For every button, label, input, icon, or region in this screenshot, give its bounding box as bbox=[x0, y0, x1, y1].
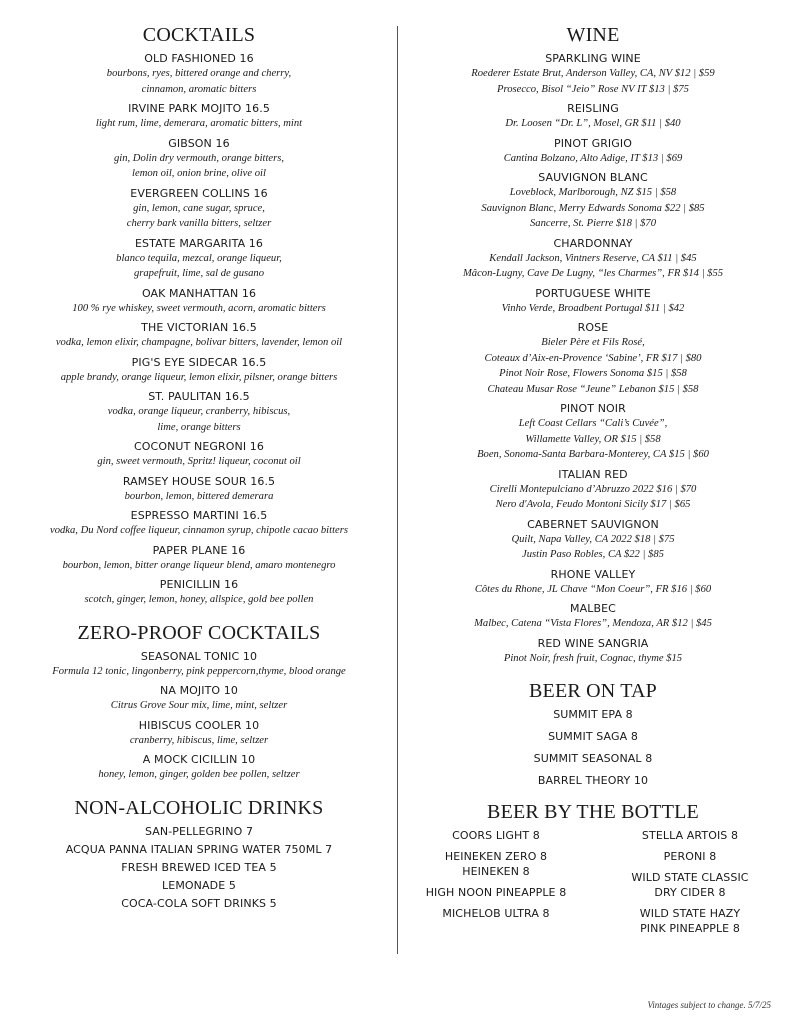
wine-item: Pinot Noir, fresh fruit, Cognac, thyme $15 bbox=[503, 652, 683, 664]
item-name: THE VICTORIAN 16.5 bbox=[141, 321, 257, 334]
non-alcoholic-list bbox=[8, 824, 390, 911]
item-description: lemon oil, onion brine, olive oil bbox=[132, 168, 266, 179]
beer-bottle-heading: BEER BY THE BOTTLE bbox=[487, 801, 699, 823]
item-name: ESPRESSO MARTINI 16.5 bbox=[130, 509, 268, 522]
zero-proof-section bbox=[8, 620, 390, 783]
wine-item: Roederer Estate Brut, Anderson Valley, CA, NV $12 | $59 bbox=[471, 68, 715, 79]
item-description: honey, lemon, ginger, golden bee pollen, seltzer bbox=[98, 769, 300, 780]
column-divider bbox=[397, 26, 398, 954]
wine-group bbox=[404, 236, 782, 282]
item-description: light rum, lime, demerara, aromatic bitters, mint bbox=[95, 118, 303, 129]
wine-group bbox=[404, 320, 782, 397]
wine-group bbox=[404, 101, 782, 132]
wine-item: Kendall Jackson, Vintners Reserve, CA $11 | $45 bbox=[489, 252, 697, 264]
zero-proof-heading: ZERO-PROOF COCKTAILS bbox=[77, 621, 321, 644]
wine-category: PINOT GRIGIO bbox=[553, 136, 633, 150]
item-name: GIBSON 16 bbox=[168, 136, 230, 150]
wine-group bbox=[404, 601, 782, 632]
item-name: EVERGREEN COLLINS 16 bbox=[130, 186, 268, 200]
beer-bottle-item: STELLA ARTOIS 8 bbox=[641, 829, 739, 842]
wine-group bbox=[404, 136, 782, 167]
wine-category: ROSE bbox=[577, 321, 609, 334]
wine-group bbox=[404, 567, 782, 598]
wine-category: CABERNET SAUVIGNON bbox=[527, 517, 659, 531]
item-description: grapefruit, lime, sal de gusano bbox=[133, 268, 265, 279]
beer-tap-heading: BEER ON TAP bbox=[528, 680, 658, 702]
item-name: ST. PAULITAN 16.5 bbox=[148, 390, 250, 403]
non-alcoholic-section bbox=[8, 795, 390, 911]
cocktails-section bbox=[8, 22, 390, 608]
wine-item: Chateau Musar Rose “Jeune” Lebanon $15 | $58 bbox=[487, 383, 699, 395]
wine-category: SAUVIGNON BLANC bbox=[538, 171, 648, 184]
wine-category: RED WINE SANGRIA bbox=[537, 636, 649, 650]
drink-item: LEMONADE 5 bbox=[162, 878, 236, 892]
item-name: OLD FASHIONED 16 bbox=[144, 52, 254, 65]
menu-item bbox=[8, 186, 390, 232]
wine-item: Justin Paso Robles, CA $22 | $85 bbox=[522, 549, 664, 560]
drink-item: SAN-PELLEGRINO 7 bbox=[144, 824, 254, 838]
item-description: blanco tequila, mezcal, orange liqueur, bbox=[116, 252, 282, 264]
wine-item: Nero d'Avola, Feudo Montoni Sicily $17 | $65 bbox=[495, 499, 691, 510]
item-description: gin, lemon, cane sugar, spruce, bbox=[133, 202, 265, 214]
drink-item: COCA-COLA SOFT DRINKS 5 bbox=[121, 896, 277, 910]
menu-item bbox=[8, 718, 390, 749]
menu-item bbox=[8, 577, 390, 608]
wine-category: ITALIAN RED bbox=[558, 467, 628, 481]
wine-section bbox=[404, 22, 782, 666]
item-name: PIG'S EYE SIDECAR 16.5 bbox=[131, 355, 267, 369]
item-description: gin, sweet vermouth, Spritz! liqueur, coconut oil bbox=[97, 456, 301, 467]
wine-item: Prosecco, Bisol “Jeio” Rose NV IT $13 | $75 bbox=[497, 83, 689, 95]
menu-item bbox=[8, 136, 390, 182]
zero-proof-list bbox=[8, 649, 390, 783]
right-column bbox=[404, 22, 782, 942]
wine-item: Bieler Père et Fils Rosé, bbox=[541, 337, 645, 348]
non-alcoholic-heading: NON-ALCOHOLIC DRINKS bbox=[74, 796, 324, 819]
item-description: Formula 12 tonic, lingonberry, pink peppercorn,thyme, blood orange bbox=[52, 665, 346, 677]
drink-item: ACQUA PANNA ITALIAN SPRING WATER 750ML 7 bbox=[65, 842, 333, 856]
item-name: PAPER PLANE 16 bbox=[152, 543, 246, 557]
beer-bottle-item: HIGH NOON PINEAPPLE 8 bbox=[425, 886, 567, 899]
item-description: cinnamon, aromatic bitters bbox=[141, 83, 257, 95]
item-description: cranberry, hibiscus, lime, seltzer bbox=[129, 734, 269, 746]
wine-category: MALBEC bbox=[570, 602, 616, 615]
wine-group bbox=[404, 636, 782, 667]
beer-bottle-item: WILD STATE HAZY PINK PINEAPPLE 8 bbox=[639, 907, 741, 935]
wine-item: Coteaux d’Aix-en-Provence ‘Sabine’, FR $17 | $80 bbox=[484, 352, 702, 364]
menu-item bbox=[8, 320, 390, 351]
cocktails-heading: COCKTAILS bbox=[142, 24, 256, 46]
beer-bottle-item: WILD STATE CLASSIC DRY CIDER 8 bbox=[631, 871, 749, 899]
menu-item bbox=[8, 752, 390, 783]
beer-tap-item: SUMMIT SAGA 8 bbox=[548, 730, 638, 743]
item-description: bourbon, lemon, bittered demerara bbox=[124, 490, 274, 502]
wine-group bbox=[404, 401, 782, 463]
beer-tap-item: SUMMIT EPA 8 bbox=[553, 708, 633, 721]
menu-item bbox=[8, 51, 390, 97]
cocktail-list bbox=[8, 51, 390, 608]
wine-category: SPARKLING WINE bbox=[545, 52, 641, 65]
wine-item: Mâcon-Lugny, Cave De Lugny, “les Charmes”, FR $14 | $55 bbox=[462, 268, 724, 279]
wine-group bbox=[404, 51, 782, 97]
beer-bottle-right-column bbox=[604, 828, 776, 942]
beer-tap-list bbox=[404, 707, 782, 788]
wine-group bbox=[404, 170, 782, 232]
menu-item bbox=[8, 683, 390, 714]
beer-bottle-left-column bbox=[410, 828, 582, 942]
wine-group bbox=[404, 467, 782, 513]
item-description: vodka, Du Nord coffee liqueur, cinnamon syrup, chipotle cacao bitters bbox=[50, 525, 348, 536]
wine-item: Loveblock, Marlborough, NZ $15 | $58 bbox=[509, 187, 677, 198]
menu-item bbox=[8, 286, 390, 317]
item-name: A MOCK CICILLIN 10 bbox=[142, 753, 256, 766]
wine-item: Vinho Verde, Broadbent Portugal $11 | $42 bbox=[501, 302, 685, 314]
wine-item: Cirelli Montepulciano d’Abruzzo 2022 $16 | $70 bbox=[489, 483, 697, 495]
item-description: scotch, ginger, lemon, honey, allspice, gold bee pollen bbox=[84, 594, 314, 605]
item-description: vodka, orange liqueur, cranberry, hibiscus, bbox=[107, 406, 291, 417]
drink-item: FRESH BREWED ICED TEA 5 bbox=[121, 860, 277, 874]
item-description: gin, Dolin dry vermouth, orange bitters, bbox=[113, 152, 285, 164]
wine-item: Boen, Sonoma-Santa Barbara-Monterey, CA $15 | $60 bbox=[477, 449, 709, 460]
beer-bottle-item: COORS LIGHT 8 bbox=[452, 829, 540, 842]
beer-bottle-item: PERONI 8 bbox=[663, 850, 717, 863]
item-name: OAK MANHATTAN 16 bbox=[141, 286, 257, 300]
item-description: bourbon, lemon, bitter orange liqueur blend, amaro montenegro bbox=[62, 559, 336, 571]
beer-tap-item: BARREL THEORY 10 bbox=[537, 774, 649, 787]
item-description: lime, orange bitters bbox=[157, 421, 241, 433]
wine-category: CHARDONNAY bbox=[553, 236, 633, 250]
item-description: vodka, lemon elixir, champagne, bolivar bitters, lavender, lemon oil bbox=[55, 337, 343, 348]
wine-item: Dr. Loosen “Dr. L”, Mosel, GR $11 | $40 bbox=[505, 118, 681, 129]
item-description: bourbons, ryes, bittered orange and cherry, bbox=[106, 68, 292, 79]
item-name: COCONUT NEGRONI 16 bbox=[134, 440, 264, 453]
beer-tap-item: SUMMIT SEASONAL 8 bbox=[533, 752, 653, 765]
menu-item bbox=[8, 236, 390, 282]
wine-category: PINOT NOIR bbox=[560, 402, 626, 415]
menu-item bbox=[8, 389, 390, 435]
wine-category: REISLING bbox=[567, 102, 619, 115]
menu-item bbox=[8, 649, 390, 680]
wine-category: PORTUGUESE WHITE bbox=[535, 286, 651, 300]
menu-item bbox=[8, 355, 390, 386]
beer-bottle-section bbox=[404, 799, 782, 942]
wine-item: Sancerre, St. Pierre $18 | $70 bbox=[530, 218, 656, 229]
item-name: RAMSEY HOUSE SOUR 16.5 bbox=[122, 474, 276, 488]
beer-bottle-item: MICHELOB ULTRA 8 bbox=[442, 907, 550, 920]
item-description: Citrus Grove Sour mix, lime, mint, seltzer bbox=[110, 700, 288, 711]
wine-item: Quilt, Napa Valley, CA 2022 $18 | $75 bbox=[511, 533, 675, 545]
wine-group bbox=[404, 286, 782, 317]
wine-item: Cantina Bolzano, Alto Adige, IT $13 | $69 bbox=[503, 152, 683, 164]
wine-item: Côtes du Rhone, JL Chave “Mon Coeur”, FR $16 | $60 bbox=[474, 583, 712, 595]
wine-item: Left Coast Cellars “Cali’s Cuvée”, bbox=[518, 418, 668, 429]
wine-item: Malbec, Catena “Vista Flores”, Mendoza, AR $12 | $45 bbox=[474, 618, 712, 629]
item-name: ESTATE MARGARITA 16 bbox=[134, 236, 263, 250]
item-name: SEASONAL TONIC 10 bbox=[140, 649, 258, 663]
wine-heading: WINE bbox=[566, 24, 620, 46]
beer-tap-section bbox=[404, 678, 782, 788]
left-column bbox=[8, 22, 390, 914]
item-description: 100 % rye whiskey, sweet vermouth, acorn, aromatic bitters bbox=[72, 302, 326, 314]
footer-note: Vintages subject to change. 5/7/25 bbox=[647, 1000, 771, 1010]
wine-item: Sauvignon Blanc, Merry Edwards Sonoma $22 | $85 bbox=[481, 202, 705, 214]
menu-item bbox=[8, 508, 390, 539]
wine-list bbox=[404, 51, 782, 666]
wine-category: RHONE VALLEY bbox=[550, 567, 636, 581]
menu-item bbox=[8, 543, 390, 574]
wine-group bbox=[404, 517, 782, 563]
wine-item: Willamette Valley, OR $15 | $58 bbox=[525, 433, 661, 445]
item-name: IRVINE PARK MOJITO 16.5 bbox=[128, 102, 270, 115]
item-description: apple brandy, orange liqueur, lemon elixir, pilsner, orange bitters bbox=[60, 371, 338, 383]
beer-bottle-item: HEINEKEN ZERO 8 HEINEKEN 8 bbox=[444, 850, 548, 878]
wine-item: Pinot Noir Rose, Flowers Sonoma $15 | $58 bbox=[499, 368, 687, 379]
item-name: PENICILLIN 16 bbox=[159, 578, 239, 591]
beer-bottle-grid bbox=[404, 828, 782, 942]
menu-item bbox=[8, 439, 390, 470]
item-name: HIBISCUS COOLER 10 bbox=[138, 718, 260, 732]
item-name: NA MOJITO 10 bbox=[160, 684, 238, 697]
menu-item bbox=[8, 474, 390, 505]
menu-item bbox=[8, 101, 390, 132]
item-description: cherry bark vanilla bitters, seltzer bbox=[126, 218, 272, 229]
